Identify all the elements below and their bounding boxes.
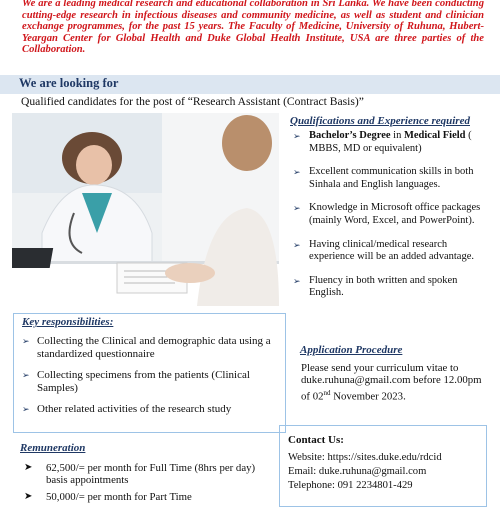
degree-rest: ( MBBS, MD or equivalent) bbox=[309, 130, 472, 154]
qualifications-list bbox=[293, 130, 493, 311]
email-value: duke.ruhuna@gmail.com bbox=[318, 466, 427, 477]
email-label: Email: bbox=[288, 466, 319, 477]
responsibilities-list bbox=[22, 335, 284, 425]
remuneration-item bbox=[22, 462, 262, 487]
qualification-text: Excellent communication skills in both Sinhala and English languages. bbox=[309, 166, 474, 190]
website-label: Website: bbox=[288, 452, 328, 463]
degree-text: Bachelor’s Degree bbox=[309, 130, 391, 141]
remuneration-title: Remuneration bbox=[20, 442, 86, 454]
contact-title: Contact Us: bbox=[288, 434, 344, 446]
arrow-bullet-icon: ➢ bbox=[22, 370, 30, 380]
doctor-consultation-photo bbox=[12, 113, 279, 306]
degree-mid: in bbox=[390, 130, 404, 141]
arrow-bullet-icon: ➢ bbox=[293, 131, 301, 141]
website-link[interactable]: https://sites.duke.edu/rdcid bbox=[327, 452, 442, 463]
remuneration-text: 50,000/= per month for Part Time bbox=[46, 490, 192, 503]
qualification-item bbox=[293, 239, 493, 264]
arrow-bullet-icon: ➢ bbox=[293, 275, 301, 286]
application-text-a: Please send your curriculum vitae to duke.ruhuna@gmail.com before 12.00pm of 02 bbox=[301, 362, 482, 403]
telephone-label: Telephone: bbox=[288, 480, 338, 491]
contact-box bbox=[279, 425, 487, 507]
responsibility-text: Other related activities of the research study bbox=[37, 403, 232, 415]
responsibilities-title: Key responsibilities: bbox=[22, 316, 114, 328]
responsibility-item bbox=[22, 403, 284, 416]
qualification-text: Fluency in both written and spoken English. bbox=[309, 274, 458, 299]
responsibility-text: Collecting specimens from the patients (Clinical Samples) bbox=[37, 369, 250, 394]
arrow-bullet-icon: ➢ bbox=[293, 239, 301, 250]
looking-for-heading: We are looking for bbox=[19, 76, 119, 90]
intro-paragraph: We are a leading medical research and educational collaboration in Sri Lanka. We have been conducting cutting-edge research in infectious diseases and community medicine, as well as student and clinician exchange programmes, for the past 15 years. The Faculty of Medicine, University of Ruhuna, Hubert-Yeargan Center for Global Health and Duke Global Health Institute, USA are three parties of the Collaboration. bbox=[22, 0, 484, 56]
arrow-bullet-icon: ➢ bbox=[293, 203, 301, 214]
arrow-bullet-icon: ➢ bbox=[22, 336, 30, 346]
date-suffix: nd bbox=[323, 388, 331, 397]
post-line: Qualified candidates for the post of “Research Assistant (Contract Basis)” bbox=[21, 95, 364, 108]
qualification-text: Knowledge in Microsoft office packages (mainly Word, Excel, and PowerPoint). bbox=[309, 202, 481, 226]
qualification-item bbox=[293, 275, 493, 300]
looking-for-banner bbox=[0, 75, 500, 94]
remuneration-list bbox=[22, 462, 262, 507]
qualification-text: Having clinical/medical research experience will be an added advantage. bbox=[309, 238, 475, 263]
application-text bbox=[301, 362, 491, 403]
qualification-item bbox=[293, 166, 493, 191]
website-row bbox=[288, 451, 442, 465]
qualification-item bbox=[293, 130, 493, 155]
responsibility-item bbox=[22, 369, 284, 394]
remuneration-text: 62,500/= per month for Full Time (8hrs per day) basis appointments bbox=[46, 462, 256, 487]
remuneration-item bbox=[22, 491, 262, 503]
qualification-item bbox=[293, 202, 493, 227]
telephone-value: 091 2234801-429 bbox=[337, 480, 413, 491]
responsibility-text: Collecting the Clinical and demographic data using a standardized questionnaire bbox=[37, 335, 271, 360]
arrow-bullet-icon: ➢ bbox=[22, 404, 30, 414]
arrowhead-bullet-icon: ➤ bbox=[24, 462, 33, 473]
responsibility-item bbox=[22, 335, 284, 360]
application-text-b: November 2023. bbox=[330, 390, 406, 403]
arrow-bullet-icon: ➢ bbox=[293, 167, 301, 178]
arrowhead-bullet-icon: ➤ bbox=[24, 490, 33, 502]
qualifications-title: Qualifications and Experience required bbox=[290, 115, 470, 127]
telephone-row bbox=[288, 479, 442, 493]
email-row bbox=[288, 465, 442, 479]
field-text: Medical Field bbox=[403, 130, 466, 141]
application-title: Application Procedure bbox=[300, 344, 403, 356]
